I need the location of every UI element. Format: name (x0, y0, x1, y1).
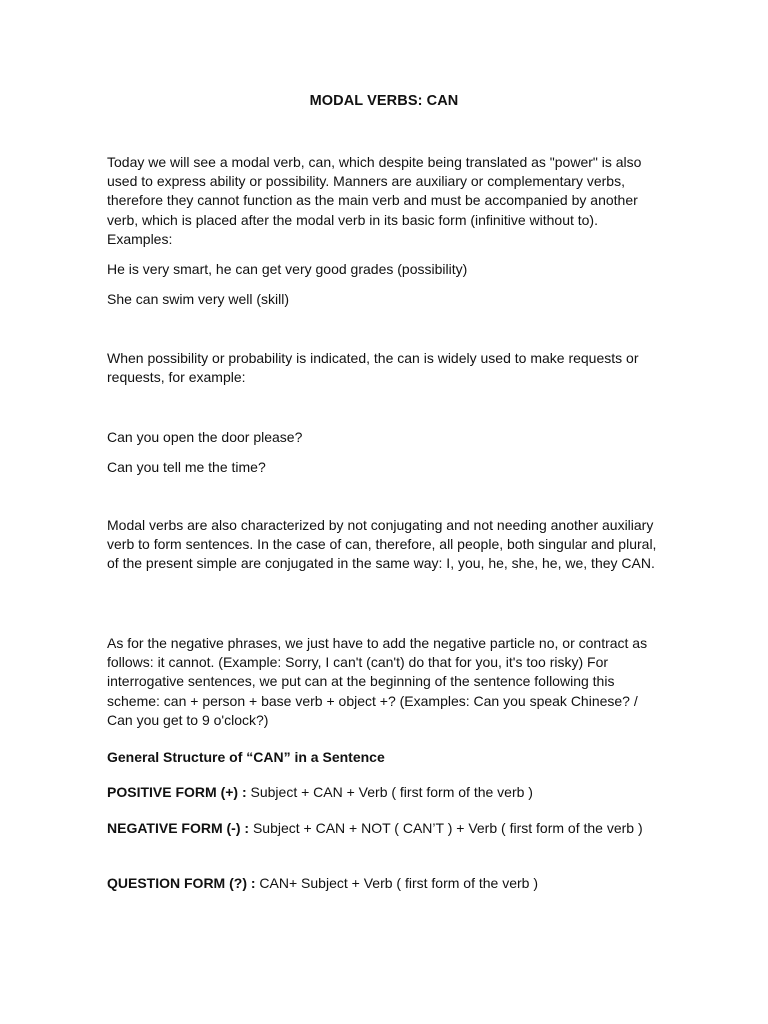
document-title: MODAL VERBS: CAN (309, 93, 459, 109)
example-sentence: Can you tell me the time? (107, 459, 266, 475)
conjugation-paragraph: Modal verbs are also characterized by not conjugating and not needing another auxiliary verb to form sentences. In the case of can, therefore, all people, both singular and plural, of the present simple are conjugated in the same way: I, you, he, she, he, we, they CAN. (107, 517, 657, 572)
positive-form-label: POSITIVE FORM (+) : (107, 784, 247, 800)
example-sentence: Can you open the door please? (107, 429, 303, 445)
intro-paragraph: Today we will see a modal verb, can, which despite being translated as "power" is also used to express ability or possibility. Manners are auxiliary or complementary verbs, therefore they cannot function as the main verb and must be accompanied by another verb, which is placed after the modal verb in its basic form (infinitive without to). Examples: (107, 154, 642, 247)
positive-form-text: Subject + CAN + Verb ( first form of the verb ) (246, 784, 533, 800)
positive-form-line (107, 783, 667, 802)
example-sentence: She can swim very well (skill) (107, 291, 290, 307)
structure-heading: General Structure of “CAN” in a Sentence (107, 749, 385, 765)
negative-form-line (107, 819, 667, 838)
question-form-line (107, 874, 667, 893)
example-sentence: He is very smart, he can get very good grades (possibility) (107, 261, 468, 277)
negative-form-label: NEGATIVE FORM (-) : (107, 820, 250, 836)
question-form-label: QUESTION FORM (?) : (107, 875, 256, 891)
requests-paragraph: When possibility or probability is indicated, the can is widely used to make requests or requests, for example: (107, 350, 639, 386)
question-form-text: CAN+ Subject + Verb ( first form of the verb ) (255, 875, 538, 891)
negative-form-text: Subject + CAN + NOT ( CAN’T ) + Verb ( first form of the verb ) (249, 820, 643, 836)
negative-paragraph: As for the negative phrases, we just have to add the negative particle no, or contract as follows: it cannot. (Example: Sorry, I can't (can't) do that for you, it's too risky) For interrogative sentences, we put can at the beginning of the sentence following this scheme: can + person + base verb + object +? (Examples: Can you speak Chinese? / Can you get to 9 o'clock?) (107, 635, 648, 728)
